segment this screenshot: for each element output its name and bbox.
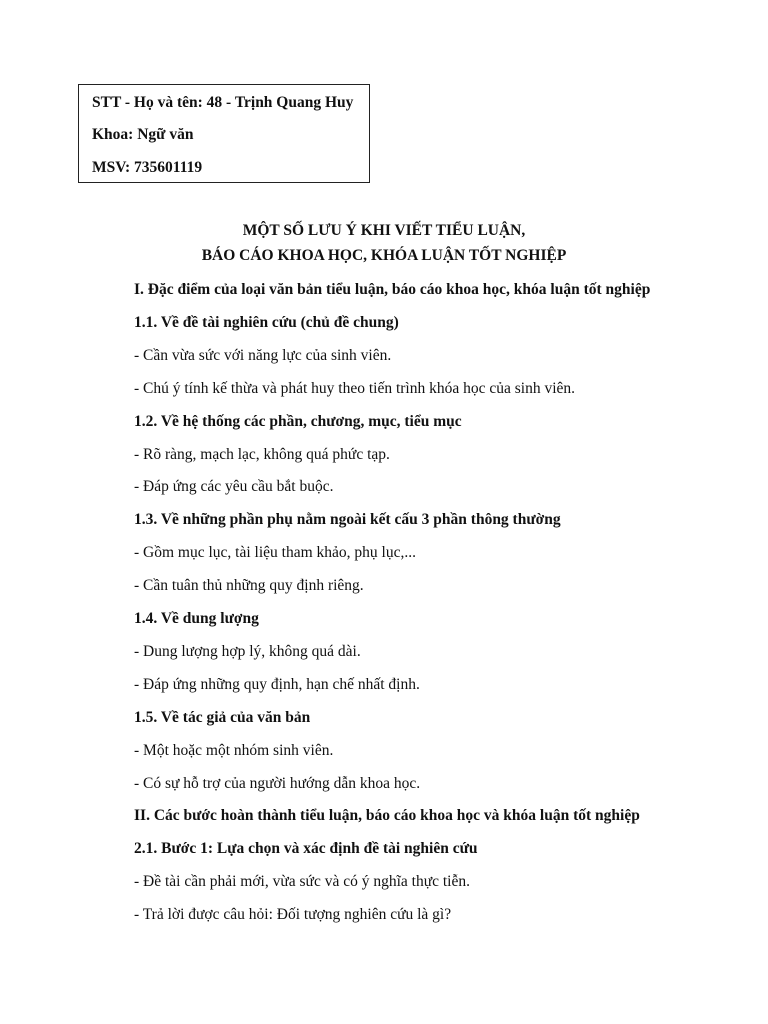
- faculty-line: Khoa: Ngữ văn: [92, 126, 194, 143]
- student-name-line: STT - Họ và tên: 48 - Trịnh Quang Huy: [92, 94, 354, 111]
- bullet-item: - Cần tuân thủ những quy định riêng.: [134, 577, 364, 595]
- section-heading: II. Các bước hoàn thành tiểu luận, báo cáo khoa học và khóa luận tốt nghiệp: [134, 807, 640, 825]
- bullet-item: - Dung lượng hợp lý, không quá dài.: [134, 642, 361, 660]
- bullet-item: - Có sự hỗ trợ của người hướng dẫn khoa học.: [134, 774, 421, 792]
- section-heading: 1.3. Về những phần phụ nằm ngoài kết cấu 3 phần thông thường: [134, 511, 561, 529]
- section-heading: 1.4. Về dung lượng: [134, 610, 259, 627]
- bullet-item: - Một hoặc một nhóm sinh viên.: [134, 741, 334, 759]
- section-heading: 1.5. Về tác giả của văn bản: [134, 708, 311, 726]
- document-title-line-1: MỘT SỐ LƯU Ý KHI VIẾT TIỂU LUẬN,: [242, 222, 526, 239]
- bullet-item: - Gồm mục lục, tài liệu tham khảo, phụ lục,...: [134, 544, 416, 562]
- bullet-item: - Chú ý tính kế thừa và phát huy theo tiến trình khóa học của sinh viên.: [134, 379, 576, 397]
- section-heading: 2.1. Bước 1: Lựa chọn và xác định đề tài nghiên cứu: [134, 840, 478, 858]
- bullet-item: - Đáp ứng các yêu cầu bắt buộc.: [134, 478, 334, 496]
- bullet-item: - Cần vừa sức với năng lực của sinh viên.: [134, 346, 392, 364]
- section-heading: I. Đặc điểm của loại văn bản tiểu luận, báo cáo khoa học, khóa luận tốt nghiệp: [134, 281, 651, 298]
- section-heading: 1.2. Về hệ thống các phần, chương, mục, tiểu mục: [134, 412, 462, 430]
- document-title-line-2: BÁO CÁO KHOA HỌC, KHÓA LUẬN TỐT NGHIỆP: [201, 247, 567, 264]
- bullet-item: - Đáp ứng những quy định, hạn chế nhất định.: [134, 675, 420, 693]
- student-id-line: MSV: 735601119: [92, 159, 203, 176]
- section-heading: 1.1. Về đề tài nghiên cứu (chủ đề chung): [134, 313, 399, 331]
- bullet-item: - Đề tài cần phải mới, vừa sức và có ý nghĩa thực tiễn.: [134, 873, 470, 891]
- bullet-item: - Rõ ràng, mạch lạc, không quá phức tạp.: [134, 445, 390, 463]
- student-info-box: [78, 84, 370, 183]
- bullet-item: - Trả lời được câu hỏi: Đối tượng nghiên cứu là gì?: [134, 906, 452, 924]
